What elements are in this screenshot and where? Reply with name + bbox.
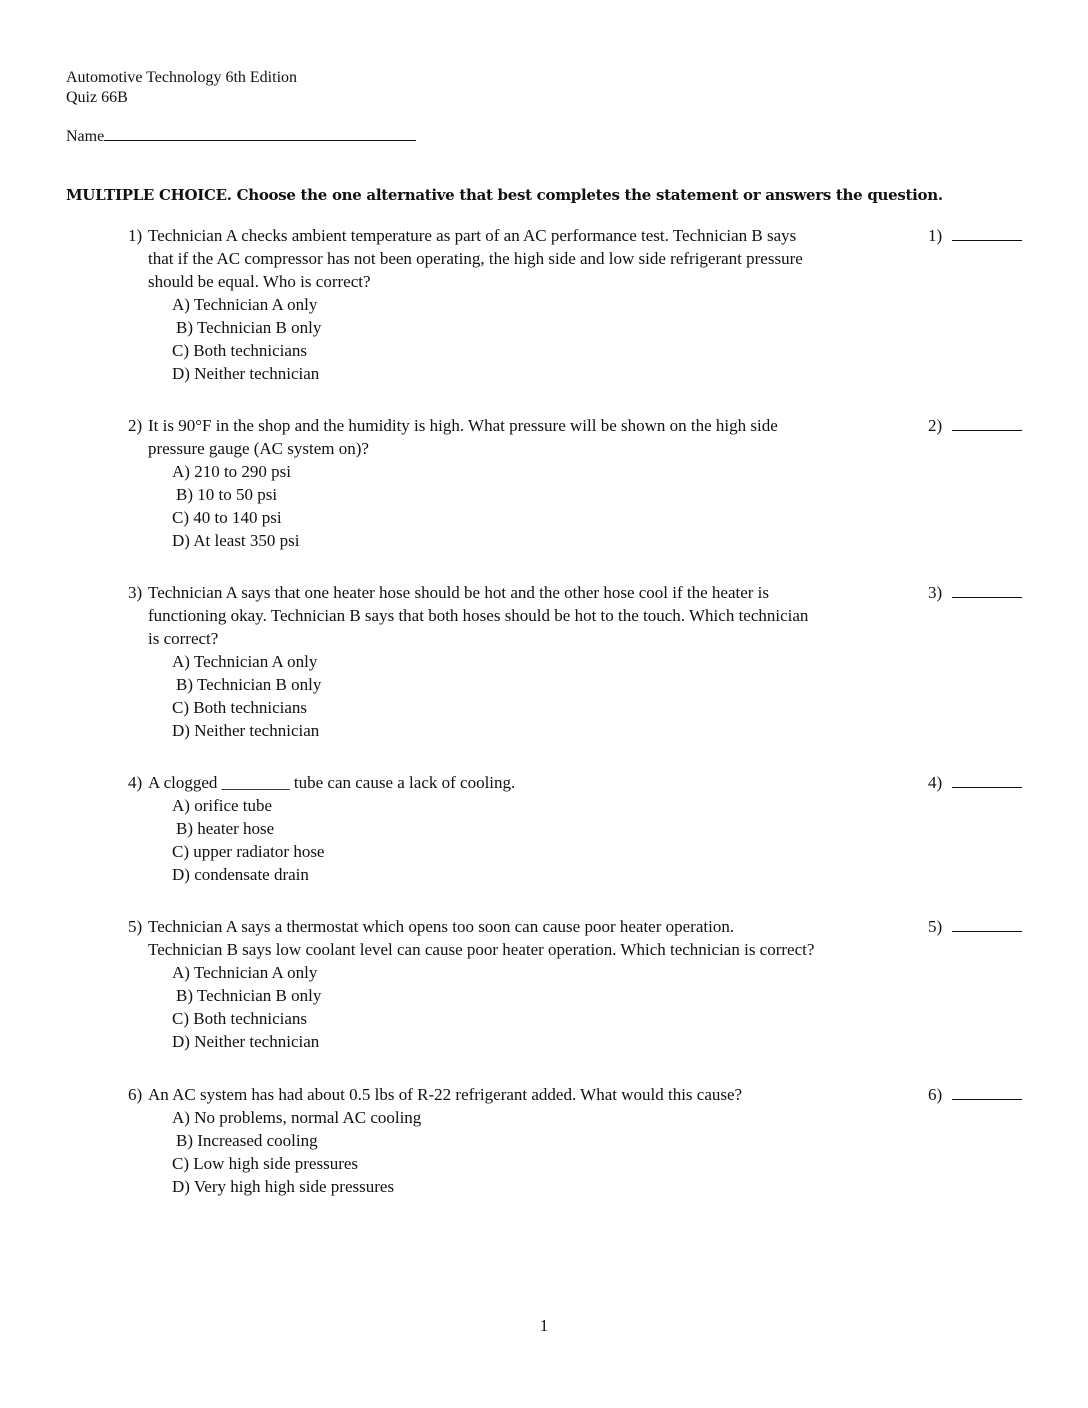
question-text <box>148 915 918 961</box>
answer-option: C) Both technicians <box>172 1009 308 1028</box>
name-label: Name <box>66 128 105 145</box>
question-line: An AC system has had about 0.5 lbs of R-22 refrigerant added. What would this cause? <box>148 1085 743 1104</box>
answer-option: B) Increased cooling <box>176 1131 318 1150</box>
question-line: pressure gauge (AC system on)? <box>148 439 369 458</box>
answer-option: C) Low high side pressures <box>172 1154 359 1173</box>
answer-slot <box>928 414 1022 437</box>
answer-number: 6) <box>928 1085 943 1104</box>
name-blank-line <box>104 126 416 141</box>
question-line: functioning okay. Technician B says that both hoses should be hot to the touch. Which technician <box>148 606 809 625</box>
answer-slot <box>928 581 1022 604</box>
answer-number: 3) <box>928 583 943 602</box>
answer-blank[interactable] <box>952 226 1022 241</box>
answer-option: C) 40 to 140 psi <box>172 508 282 527</box>
answer-option: D) condensate drain <box>172 865 309 884</box>
question-5 <box>128 915 1028 1053</box>
answer-option: A) Technician A only <box>172 963 318 982</box>
answer-blank[interactable] <box>952 917 1022 932</box>
question-line: Technician A says that one heater hose should be hot and the other hose cool if the heater is <box>148 583 770 602</box>
question-3 <box>128 581 1028 742</box>
name-field <box>66 126 416 147</box>
question-number: 6) <box>128 1085 143 1104</box>
answer-option: C) Both technicians <box>172 341 308 360</box>
question-text <box>148 224 918 293</box>
answer-blank[interactable] <box>952 1085 1022 1100</box>
answer-blank[interactable] <box>952 583 1022 598</box>
answer-option: B) heater hose <box>176 819 275 838</box>
question-line: It is 90°F in the shop and the humidity is high. What pressure will be shown on the high side <box>148 416 778 435</box>
answer-blank[interactable] <box>952 416 1022 431</box>
question-number: 1) <box>128 226 143 245</box>
answer-option: D) Neither technician <box>172 364 320 383</box>
answer-option: B) Technician B only <box>176 986 322 1005</box>
question-line: Technician A checks ambient temperature as part of an AC performance test. Technician B says <box>148 226 797 245</box>
answer-option: C) upper radiator hose <box>172 842 325 861</box>
question-line: A clogged ________ tube can cause a lack of cooling. <box>148 773 516 792</box>
answer-option: A) No problems, normal AC cooling <box>172 1108 422 1127</box>
answer-slot <box>928 224 1022 247</box>
question-number: 3) <box>128 583 143 602</box>
answer-option: A) 210 to 290 psi <box>172 462 291 481</box>
question-2 <box>128 414 1028 552</box>
question-text <box>148 771 918 794</box>
question-1 <box>128 224 1028 385</box>
answer-slot <box>928 1083 1022 1106</box>
answer-number: 2) <box>928 416 943 435</box>
answer-blank[interactable] <box>952 773 1022 788</box>
instructions: MULTIPLE CHOICE. Choose the one alternative that best completes the statement or answers the question. <box>66 186 943 204</box>
answer-number: 4) <box>928 773 943 792</box>
question-line: Technician B says low coolant level can cause poor heater operation. Which technician is correct? <box>148 940 815 959</box>
answer-number: 5) <box>928 917 943 936</box>
question-number: 4) <box>128 773 143 792</box>
answer-slot <box>928 915 1022 938</box>
answer-option: B) Technician B only <box>176 318 322 337</box>
question-text <box>148 581 918 650</box>
answer-number: 1) <box>928 226 943 245</box>
answer-option: D) Very high high side pressures <box>172 1177 395 1196</box>
answer-option: D) At least 350 psi <box>172 531 300 550</box>
answer-option: B) 10 to 50 psi <box>176 485 278 504</box>
question-number: 2) <box>128 416 143 435</box>
page-number: 1 <box>539 1316 549 1335</box>
answer-option: A) Technician A only <box>172 295 318 314</box>
question-text <box>148 414 918 460</box>
question-6 <box>128 1083 1028 1198</box>
question-line: should be equal. Who is correct? <box>148 272 371 291</box>
question-line: is correct? <box>148 629 219 648</box>
question-4 <box>128 771 1028 886</box>
answer-option: A) Technician A only <box>172 652 318 671</box>
question-number: 5) <box>128 917 143 936</box>
question-line: that if the AC compressor has not been operating, the high side and low side refrigerant pressure <box>148 249 803 268</box>
answer-option: D) Neither technician <box>172 1032 320 1051</box>
question-text <box>148 1083 918 1106</box>
answer-option: A) orifice tube <box>172 796 273 815</box>
question-line: Technician A says a thermostat which opens too soon can cause poor heater operation. <box>148 917 735 936</box>
document-title: Automotive Technology 6th Edition <box>66 69 298 86</box>
answer-option: C) Both technicians <box>172 698 308 717</box>
quiz-label: Quiz 66B <box>66 89 128 106</box>
answer-slot <box>928 771 1022 794</box>
answer-option: D) Neither technician <box>172 721 320 740</box>
answer-option: B) Technician B only <box>176 675 322 694</box>
